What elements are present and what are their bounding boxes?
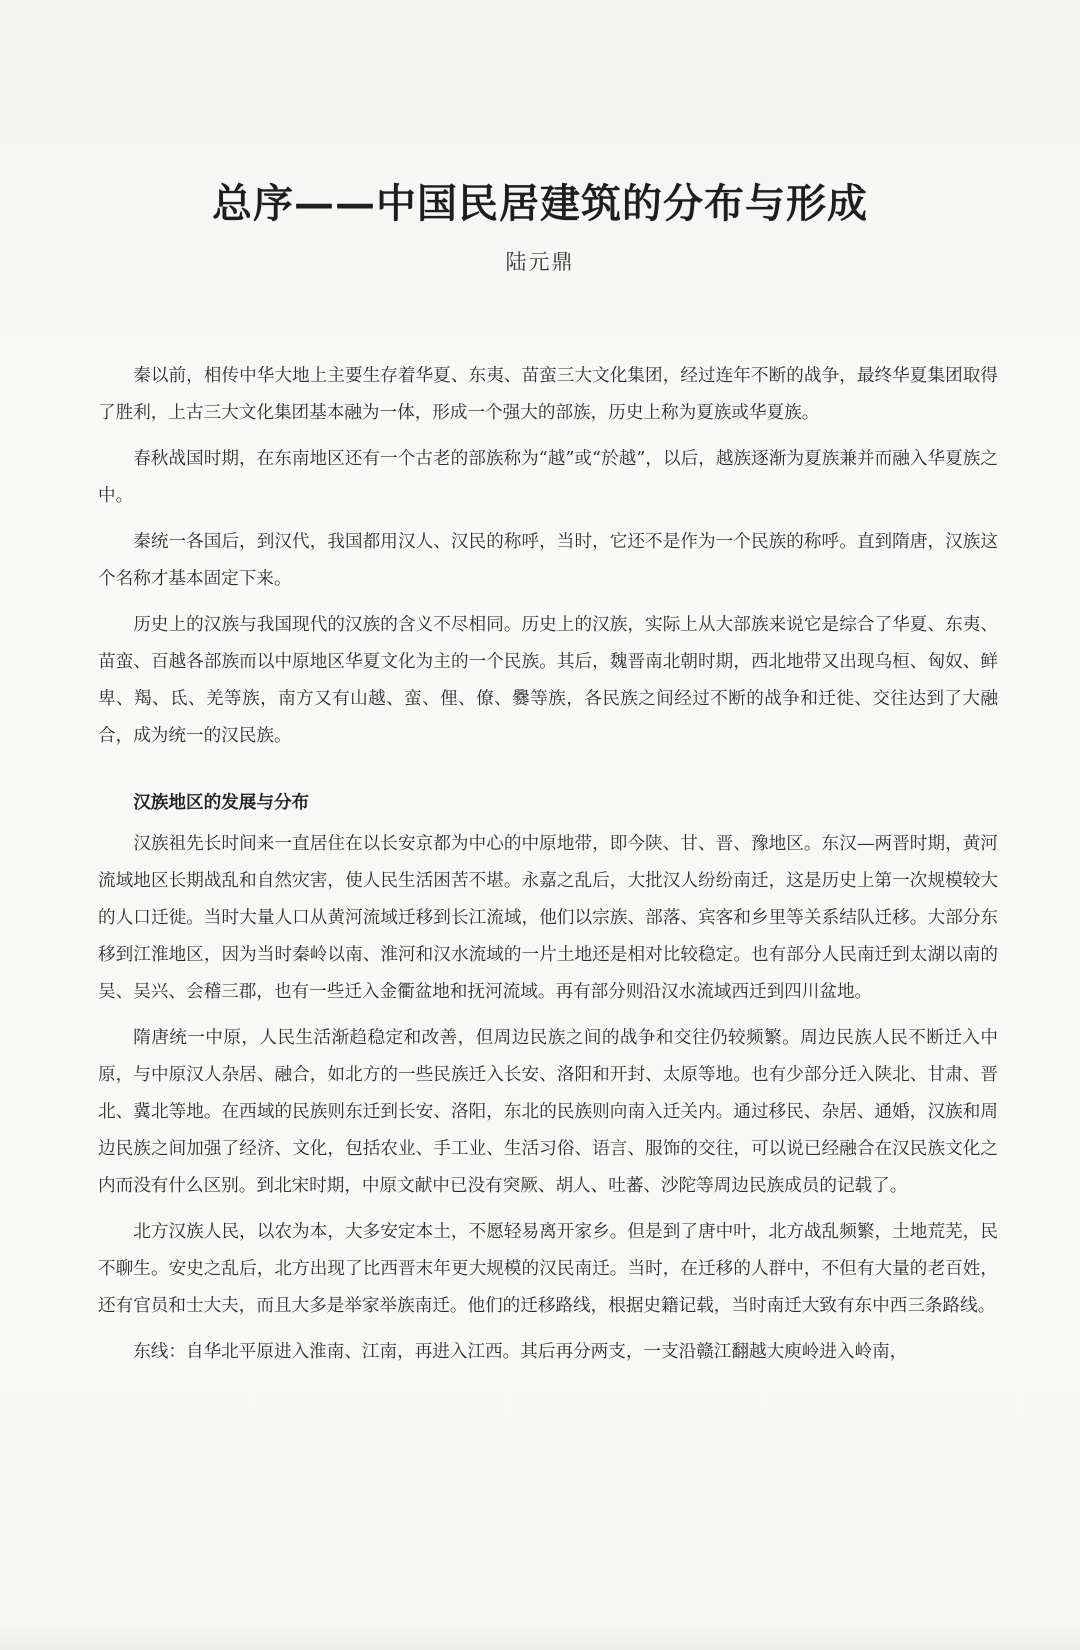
- paragraph: 北方汉族人民，以农为本，大多安定本土，不愿轻易离开家乡。但是到了唐中叶，北方战乱频繁，土地荒芜，民不聊生。安史之乱后，北方出现了比西晋末年更大规模的汉民南迁。当时，在迁移的人群中，不但有大量的老百姓，还有官员和士大夫，而且大多是举家举族南迁。他们的迁移路线，根据史籍记载，当时南迁大致有东中西三条路线。: [98, 1222, 998, 1316]
- paragraph: 历史上的汉族与我国现代的汉族的含义不尽相同。历史上的汉族，实际上从大部族来说它是综合了华夏、东夷、苗蛮、百越各部族而以中原地区华夏文化为主的一个民族。其后，魏晋南北朝时期，西北地带又出现乌桓、匈奴、鲜卑、羯、氐、羌等族，南方又有山越、蛮、俚、僚、爨等族，各民族之间经过不断的战争和迁徙、交往达到了大融合，成为统一的汉民族。: [98, 615, 998, 746]
- paragraph: 春秋战国时期，在东南地区还有一个古老的部族称为“越”或“於越”，以后，越族逐渐为夏族兼并而融入华夏族之中。: [98, 449, 998, 506]
- paragraph: 秦以前，相传中华大地上主要生存着华夏、东夷、苗蛮三大文化集团，经过连年不断的战争，最终华夏集团取得了胜利，上古三大文化集团基本融为一体，形成一个强大的部族，历史上称为夏族或华夏族。: [98, 366, 998, 423]
- paragraph: 隋唐统一中原，人民生活渐趋稳定和改善，但周边民族之间的战争和交往仍较频繁。周边民族人民不断迁入中原，与中原汉人杂居、融合，如北方的一些民族迁入长安、洛阳和开封、太原等地。也有少部分迁入陕北、甘肃、晋北、冀北等地。在西域的民族则东迁到长安、洛阳，东北的民族则向南入迁关内。通过移民、杂居、通婚，汉族和周边民族之间加强了经济、文化，包括农业、手工业、生活习俗、语言、服饰的交往，可以说已经融合在汉民族文化之内而没有什么区别。到北宋时期，中原文献中已没有突厥、胡人、吐蕃、沙陀等周边民族成员的记载了。: [98, 1028, 998, 1196]
- paragraph: 秦统一各国后，到汉代，我国都用汉人、汉民的称呼，当时，它还不是作为一个民族的称呼。直到隋唐，汉族这个名称才基本固定下来。: [98, 532, 998, 589]
- article-body: [98, 358, 998, 1380]
- page-bottom-shade: [0, 1620, 1080, 1650]
- paragraph: 汉族祖先长时间来一直居住在以长安京都为中心的中原地带，即今陕、甘、晋、豫地区。东汉—两晋时期，黄河流域地区长期战乱和自然灾害，使人民生活困苦不堪。永嘉之乱后，大批汉人纷纷南迁，这是历史上第一次规模较大的人口迁徙。当时大量人口从黄河流域迁移到长江流域，他们以宗族、部落、宾客和乡里等关系结队迁移。大部分东移到江淮地区，因为当时秦岭以南、淮河和汉水流域的一片土地还是相对比较稳定。也有部分人民南迁到太湖以南的吴、吴兴、会稽三郡，也有一些迁入金衢盆地和抚河流域。再有部分则沿汉水流域西迁到四川盆地。: [98, 834, 998, 1002]
- page-title: 总序——中国民居建筑的分布与形成: [212, 180, 868, 227]
- author-name: 陆元鼎: [505, 250, 575, 274]
- paragraph: 东线：自华北平原进入淮南、江南，再进入江西。其后再分两支，一支沿赣江翻越大庾岭进入岭南，: [133, 1342, 908, 1362]
- section-heading: 汉族地区的发展与分布: [133, 793, 310, 813]
